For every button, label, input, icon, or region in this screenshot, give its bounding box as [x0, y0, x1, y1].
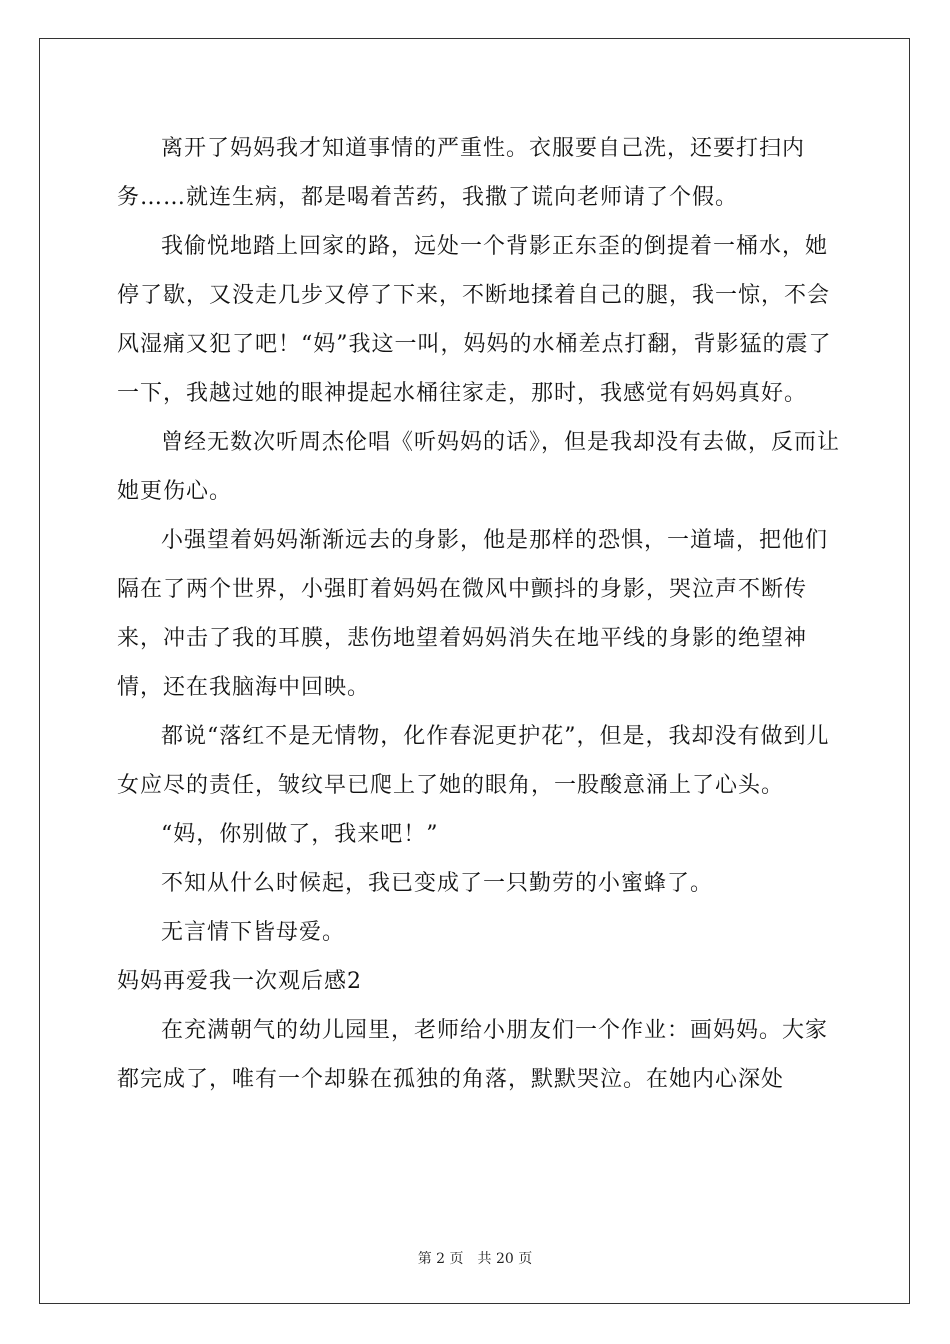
- paragraph-7: 不知从什么时候起，我已变成了一只勤劳的小蜜蜂了。: [161, 871, 714, 896]
- section-heading: 妈妈再爱我一次观后感2: [117, 969, 362, 994]
- paragraph-4: 小强望着妈妈渐渐远去的身影，他是那样的恐惧，一道墙，把他们隔在了两个世界，小强盯着妈妈在微风中颤抖的身影，哭泣声不断传来，冲击了我的耳膜，悲伤地望着妈妈消失在地平线的身影的绝望神情，还在我脑海中回映。: [117, 528, 829, 700]
- document-body: [117, 124, 842, 1104]
- paragraph-9: 在充满朝气的幼儿园里，老师给小朋友们一个作业：画妈妈。大家都完成了，唯有一个却躲在孤独的角落，默默哭泣。在她内心深处: [117, 1018, 829, 1092]
- paragraph-6: “妈，你别做了，我来吧！”: [161, 822, 439, 847]
- paragraph-5: 都说“落红不是无情物，化作春泥更护花”，但是，我却没有做到儿女应尽的责任，皱纹早已爬上了她的眼角，一股酸意涌上了心头。: [117, 724, 830, 798]
- page-footer: 第 2 页 共 20 页: [417, 1251, 533, 1267]
- paragraph-2: 我偷悦地踏上回家的路，远处一个背影正东歪的倒提着一桶水，她停了歇，又没走几步又停了下来，不断地揉着自己的腿，我一惊，不会风湿痛又犯了吧！“妈”我这一叫，妈妈的水桶差点打翻，背影猛的震了一下，我越过她的眼神提起水桶往家走，那时，我感觉有妈妈真好。: [117, 234, 832, 406]
- paragraph-1: 离开了妈妈我才知道事情的严重性。衣服要自己洗，还要打扫内务……就连生病，都是喝着苦药，我撒了谎向老师请了个假。: [117, 136, 806, 210]
- paragraph-8: 无言情下皆母爱。: [161, 920, 346, 945]
- paragraph-3: 曾经无数次听周杰伦唱《听妈妈的话》，但是我却没有去做，反而让她更伤心。: [117, 430, 841, 504]
